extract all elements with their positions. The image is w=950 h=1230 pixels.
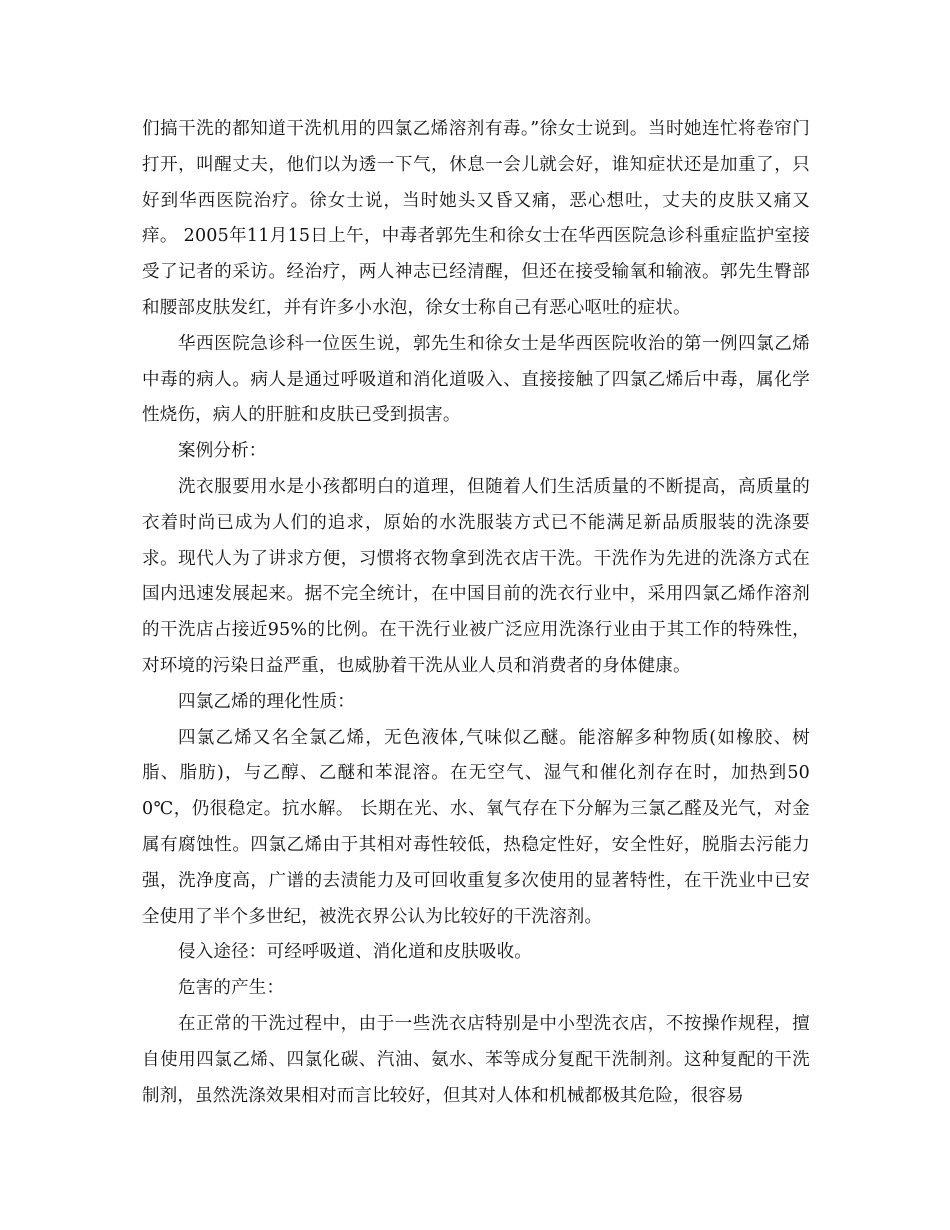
paragraph-properties: 四氯乙烯又名全氯乙烯，无色液体,气味似乙醚。能溶解多种物质(如橡胶、树脂、脂肪)，与乙醇、乙醚和苯混溶。在无空气、湿气和催化剂存在时，加热到500℃，仍很稳定。抗水解。 长期在光、水、氧气存在下分解为三氯乙醛及光气，对金属有腐蚀性。四氯乙烯由于其相对毒性较低，热稳定性好，安全性好，脱脂去污能力强，洗净度高，广谱的去渍能力及可回收重复多次使用的显著特性，在干洗业中已安全使用了半个多世纪，被洗衣界公认为比较好的干洗溶剂。 [142,727,810,927]
heading-case-analysis: 案例分析： [178,441,267,462]
paragraph-exposure-routes: 侵入途径：可经呼吸道、消化道和皮肤吸收。 [178,942,532,963]
paragraph-continued: 们搞干洗的都知道干洗机用的四氯乙烯溶剂有毒。”徐女士说到。当时她连忙将卷帘门打开，叫醒丈夫，他们以为透一下气，休息一会儿就会好，谁知症状还是加重了，只好到华西医院治疗。徐女士说，当时她头又昏又痛，恶心想吐，丈夫的皮肤又痛又痒。 2005年11月15日上午，中毒者郭先生和徐女士在华西医院急诊科重症监护室接受了记者的采访。经治疗，两人神志已经清醒，但还在接受输氧和输液。郭先生臀部和腰部皮肤发红，并有许多小水泡，徐女士称自己有恶心呕吐的症状。 [142,119,810,318]
paragraph-dry-cleaning-background: 洗衣服要用水是小孩都明白的道理，但随着人们生活质量的不断提高，高质量的衣着时尚已成为人们的追求，原始的水洗服装方式已不能满足新品质服装的洗涤要求。现代人为了讲求方便，习惯将衣物拿到洗衣店干洗。干洗作为先进的洗涤方式在国内迅速发展起来。据不完全统计，在中国目前的洗衣行业中，采用四氯乙烯作溶剂的干洗店占接近95%的比例。在干洗行业被广泛应用洗涤行业由于其工作的特殊性，对环境的污染日益严重，也威胁着干洗从业人员和消费者的身体健康。 [142,476,810,676]
heading-properties: 四氯乙烯的理化性质： [178,691,355,712]
paragraph-hazard-origin: 在正常的干洗过程中，由于一些洗衣店特别是中小型洗衣店，不按操作规程，擅自使用四氯乙烯、四氯化碳、汽油、氨水、苯等成分复配干洗制剂。这种复配的干洗制剂，虽然洗涤效果相对而言比较好，但其对人体和机械都极其危险，很容易 [142,1013,810,1106]
document-body [142,112,810,1114]
heading-hazard-origin: 危害的产生： [178,978,285,999]
paragraph-doctor-statement: 华西医院急诊科一位医生说，郭先生和徐女士是华西医院收治的第一例四氯乙烯中毒的病人。病人是通过呼吸道和消化道吸入、直接接触了四氯乙烯后中毒，属化学性烧伤，病人的肝脏和皮肤已受到损害。 [142,333,810,426]
